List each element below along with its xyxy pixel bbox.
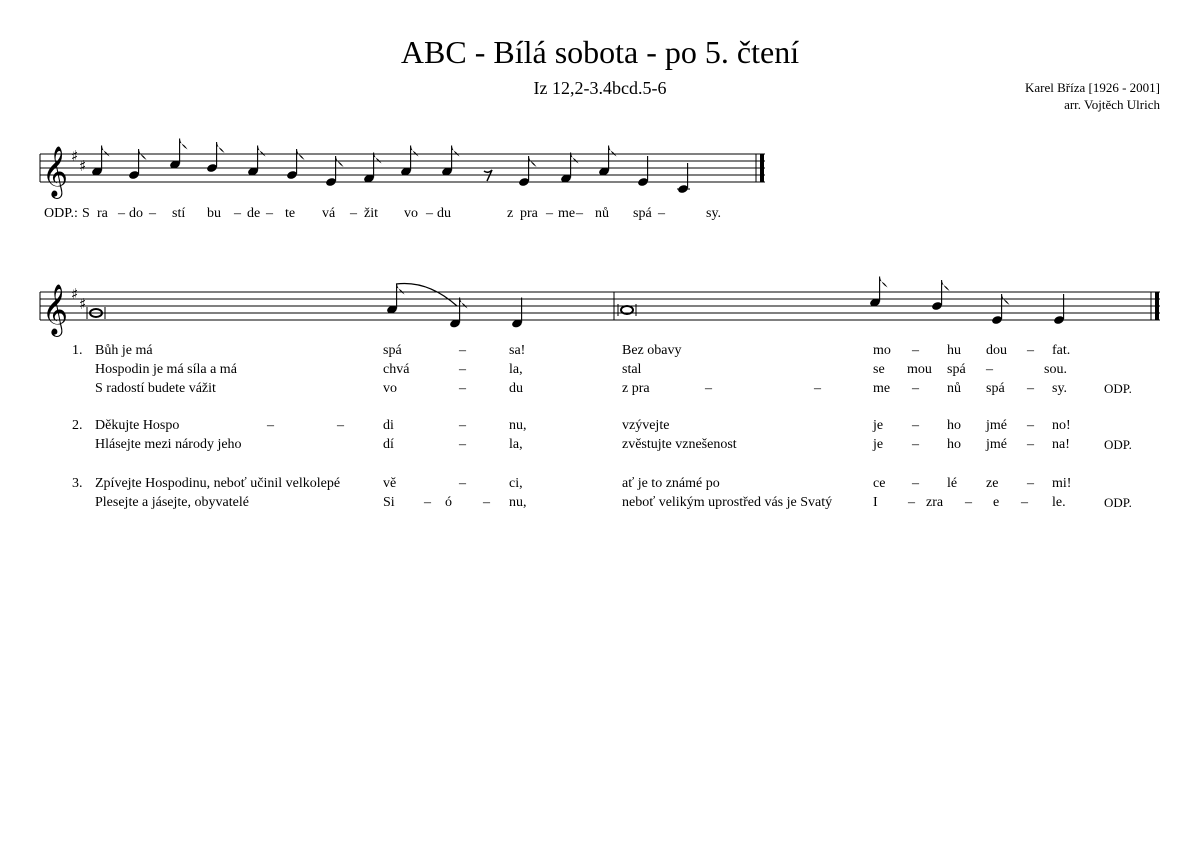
response-marker: ODP.: [1104, 495, 1132, 510]
svg-text:𝄞: 𝄞: [42, 146, 69, 197]
treble-clef-icon: [42, 146, 68, 199]
verse-syllable: Hospodin je má síla a má: [95, 362, 237, 377]
arranger-credit: arr. Vojtěch Ulrich: [1064, 97, 1160, 112]
response-syllable: –: [118, 206, 125, 221]
response-syllable: stí: [172, 206, 186, 221]
response-syllable: te: [285, 206, 296, 221]
verse-syllable: –: [814, 381, 821, 396]
verse-syllable: –: [1027, 343, 1034, 358]
composer-credit: Karel Bříza [1926 - 2001]: [1024, 80, 1160, 95]
verse-syllable: zra: [926, 495, 944, 510]
verse-syllable: vě: [383, 476, 397, 491]
notes-staff-1: [91, 139, 690, 195]
verse-syllable: –: [459, 437, 466, 452]
response-syllable: –: [350, 206, 357, 221]
verse-syllable: S radostí budete vážit: [95, 381, 216, 396]
response-syllable: –: [266, 206, 273, 221]
verse-syllable: Hlásejte mezi národy jeho: [95, 437, 242, 452]
slur-icon: [396, 283, 457, 306]
verse-syllable: neboť velikým uprostřed vás je Svatý: [622, 495, 833, 510]
verse-syllable: –: [912, 343, 919, 358]
verse-syllable: –: [459, 476, 466, 491]
verse-syllable: –: [912, 437, 919, 452]
verse-syllable: jmé: [986, 437, 1007, 452]
verse-syllable: –: [459, 381, 466, 396]
response-syllable: S: [82, 206, 90, 221]
response-syllable: du: [437, 206, 451, 221]
verse-syllable: stal: [622, 362, 642, 377]
verse-syllable: zvěstujte vznešenost: [622, 437, 737, 452]
response-syllable: do: [129, 206, 143, 221]
verse-syllable: I: [873, 495, 878, 510]
final-barline-2: [1155, 292, 1159, 320]
verse-syllable: ho: [947, 437, 961, 452]
verse-syllable: sou.: [1044, 362, 1067, 377]
verse-syllable: –: [965, 495, 972, 510]
verse-syllable: nu,: [509, 495, 527, 510]
verse-syllable: sy.: [1052, 381, 1068, 396]
verse-syllable: –: [424, 495, 431, 510]
verse-syllable: la,: [509, 437, 523, 452]
verse-syllable: se: [873, 362, 885, 377]
verse-syllable: Děkujte Hospo: [95, 418, 180, 433]
page-title: ABC - Bílá sobota - po 5. čtení: [400, 34, 800, 70]
verse-syllable: –: [459, 343, 466, 358]
verse-number: 2.: [72, 418, 83, 433]
verse-syllable: –: [459, 362, 466, 377]
response-marker: ODP.: [1104, 437, 1132, 452]
verse-syllable: –: [483, 495, 490, 510]
verse-syllable: ho: [947, 418, 961, 433]
verse-syllable: Bez obavy: [622, 343, 682, 358]
response-syllable: ra: [97, 206, 108, 221]
verse-syllable: spá: [383, 343, 402, 358]
verse-syllable: ci,: [509, 476, 523, 491]
verse-syllable: mou: [907, 362, 932, 377]
verse-syllable: du: [509, 381, 523, 396]
verse-syllable: –: [908, 495, 915, 510]
response-marker: ODP.: [1104, 381, 1132, 396]
key-signature-icon: [71, 147, 86, 175]
staff-2: [40, 292, 1160, 320]
verse-syllable: –: [459, 418, 466, 433]
key-signature-icon-2: [71, 285, 86, 313]
verse-syllable: chvá: [383, 362, 410, 377]
response-syllable: bu: [207, 206, 221, 221]
verse-syllable: –: [1027, 476, 1034, 491]
verse-syllable: z pra: [622, 381, 650, 396]
verse-syllable: la,: [509, 362, 523, 377]
response-label: ODP.:: [44, 206, 78, 221]
treble-clef-icon-2: [42, 284, 68, 337]
response-syllable: spá: [633, 206, 652, 221]
response-syllable: nů: [595, 206, 609, 221]
verse-syllable: e: [993, 495, 1000, 510]
verse-syllable: ze: [986, 476, 999, 491]
staff-1: [40, 154, 765, 182]
verse-syllable: nu,: [509, 418, 527, 433]
verse-syllable: jmé: [986, 418, 1007, 433]
verse-syllable: dí: [383, 437, 394, 452]
response-syllable: –: [576, 206, 583, 221]
verse-syllable: Zpívejte Hospodinu, neboť učinil velkolepé: [95, 476, 341, 491]
verse-syllable: hu: [947, 343, 961, 358]
verse-syllable: –: [1021, 495, 1028, 510]
verse-syllable: je: [873, 437, 884, 452]
response-syllable: vo: [404, 206, 418, 221]
response-syllable: –: [658, 206, 665, 221]
verse-syllable: spá: [986, 381, 1005, 396]
verse-syllable: –: [1027, 437, 1034, 452]
verse-syllable: –: [337, 418, 344, 433]
svg-text:𝄞: 𝄞: [42, 284, 69, 335]
verse-syllable: –: [912, 476, 919, 491]
verse-syllable: –: [1027, 381, 1034, 396]
response-syllable: –: [426, 206, 433, 221]
verse-syllable: –: [912, 381, 919, 396]
page-subtitle: Iz 12,2-3.4bcd.5-6: [533, 78, 667, 98]
verse-syllable: –: [705, 381, 712, 396]
verse-syllable: vo: [383, 381, 397, 396]
verse-syllable: nů: [947, 381, 961, 396]
response-syllable: žit: [364, 206, 378, 221]
verse-syllable: –: [986, 362, 993, 377]
verse-number: 1.: [72, 343, 83, 358]
svg-text:♯: ♯: [79, 295, 87, 313]
verse-syllable: fat.: [1052, 343, 1071, 358]
verse-syllable: ce: [873, 476, 886, 491]
verse-syllable: lé: [947, 476, 958, 491]
response-syllable: pra: [520, 206, 538, 221]
response-syllable: z: [507, 206, 514, 221]
verse-syllable: di: [383, 418, 394, 433]
verse-syllable: Plesejte a jásejte, obyvatelé: [95, 495, 249, 510]
verse-syllable: vzývejte: [622, 418, 670, 433]
verse-syllable: mi!: [1052, 476, 1072, 491]
verse-syllable: le.: [1052, 495, 1066, 510]
verse-syllable: no!: [1052, 418, 1071, 433]
svg-text:♯: ♯: [71, 285, 79, 303]
svg-text:♯: ♯: [79, 157, 87, 175]
response-syllable: me: [558, 206, 576, 221]
response-syllable: de: [247, 206, 261, 221]
verse-syllable: na!: [1052, 437, 1070, 452]
verse-syllable: me: [873, 381, 891, 396]
verse-syllable: ať je to známé po: [622, 476, 720, 491]
svg-text:♯: ♯: [71, 147, 79, 165]
verse-syllable: –: [267, 418, 274, 433]
verse-syllable: sa!: [509, 343, 526, 358]
verse-syllable: –: [912, 418, 919, 433]
verse-number: 3.: [72, 476, 83, 491]
response-syllable: sy.: [706, 206, 722, 221]
response-syllable: vá: [322, 206, 336, 221]
response-syllable: –: [234, 206, 241, 221]
response-syllable: –: [149, 206, 156, 221]
verse-syllable: dou: [986, 343, 1007, 358]
verse-syllable: je: [873, 418, 884, 433]
verse-syllable: –: [1027, 418, 1034, 433]
verse-syllable: ó: [445, 495, 452, 510]
response-syllable: –: [546, 206, 553, 221]
verse-syllable: Bůh je má: [95, 343, 153, 358]
notes-staff-2: [87, 277, 1065, 329]
verse-syllable: mo: [873, 343, 891, 358]
verse-syllable: spá: [947, 362, 966, 377]
verse-syllable: Si: [383, 495, 395, 510]
